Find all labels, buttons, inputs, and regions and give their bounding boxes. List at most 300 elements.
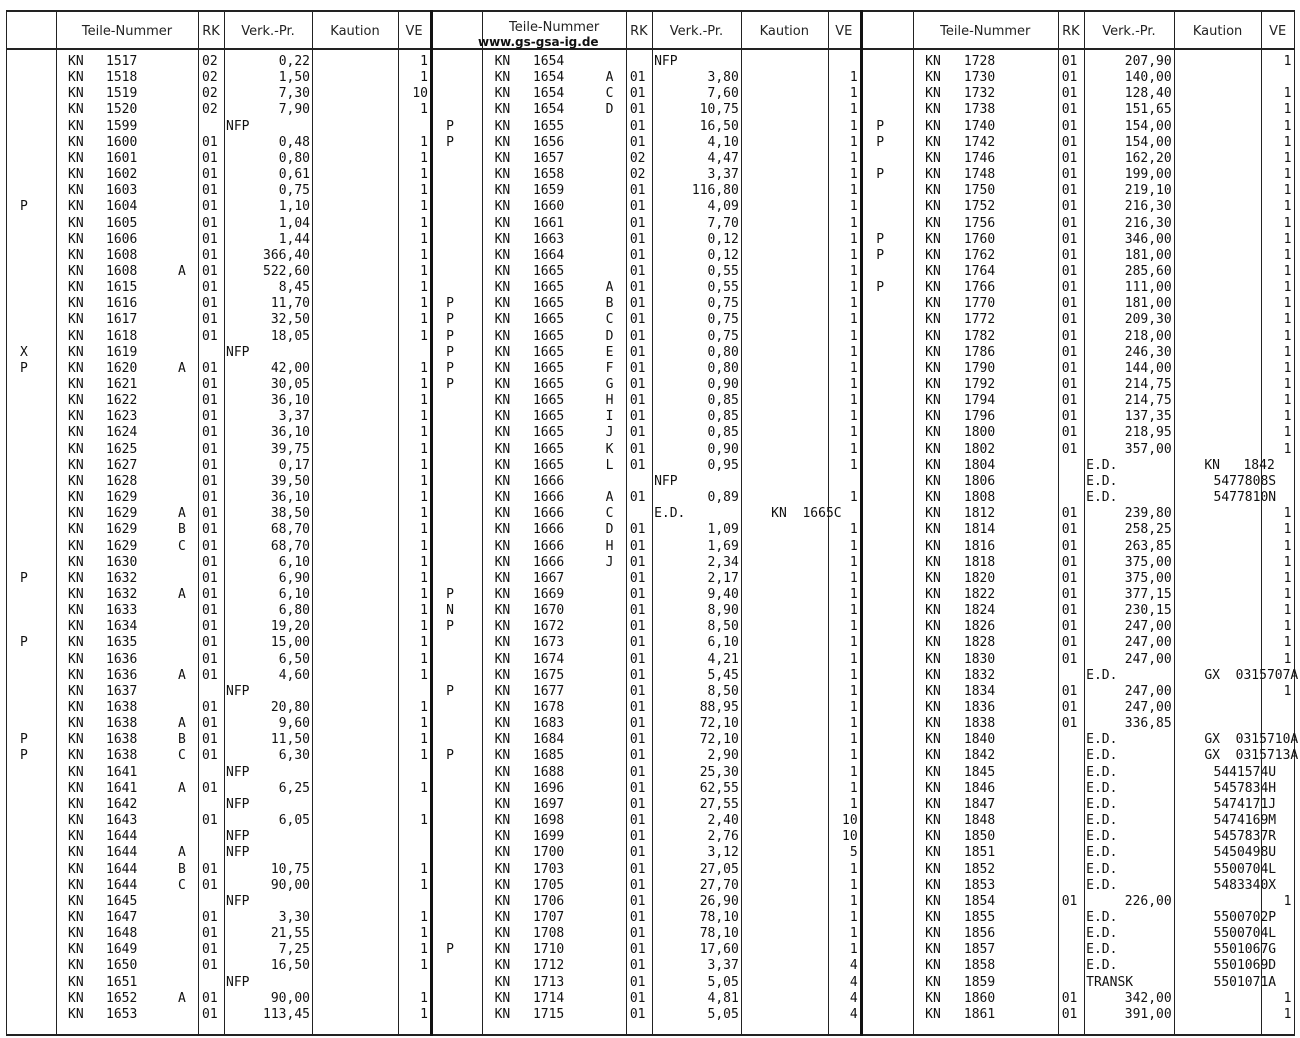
sale-price: 5,45 bbox=[707, 667, 739, 683]
ve-quantity: 1 bbox=[420, 280, 428, 296]
part-number: 1750 bbox=[963, 183, 996, 199]
part-number: 1796 bbox=[963, 409, 996, 425]
part-prefix: KN bbox=[68, 70, 84, 86]
replacement-ref: GX 0315713A bbox=[1204, 748, 1299, 764]
part-number: 1635 bbox=[106, 635, 138, 651]
sale-price: 346,00 bbox=[1124, 231, 1172, 247]
rk-code: 01 bbox=[202, 1006, 218, 1022]
part-suffix: A bbox=[178, 667, 186, 683]
part-prefix: KN bbox=[925, 732, 941, 748]
part-prefix: KN bbox=[925, 199, 941, 215]
sale-price: 7,90 bbox=[278, 102, 310, 118]
part-number: 1644 bbox=[106, 845, 138, 861]
part-prefix: KN bbox=[925, 167, 941, 183]
part-prefix: KN bbox=[68, 522, 84, 538]
part-prefix: KN bbox=[925, 958, 941, 974]
part-prefix: KN bbox=[925, 748, 941, 764]
replacement-ref: 5474169M bbox=[1213, 813, 1277, 829]
rk-code: 01 bbox=[1061, 893, 1078, 909]
ve-quantity: 1 bbox=[420, 54, 428, 69]
ve-quantity: 1 bbox=[420, 393, 428, 409]
rk-code: 01 bbox=[629, 312, 646, 328]
rk-code: 01 bbox=[629, 732, 646, 748]
part-prefix: KN bbox=[494, 344, 511, 360]
ve-quantity: 1 bbox=[420, 813, 428, 829]
sale-price: 62,55 bbox=[699, 780, 739, 796]
part-prefix: KN bbox=[925, 409, 941, 425]
part-prefix: KN bbox=[68, 893, 84, 909]
part-number: 1818 bbox=[963, 554, 996, 570]
ve-quantity: 4 bbox=[849, 1006, 858, 1022]
part-number: 1641 bbox=[106, 764, 138, 780]
ve-quantity: 1 bbox=[420, 215, 428, 231]
part-number: 1698 bbox=[532, 813, 565, 829]
ve-quantity: 10 bbox=[842, 813, 858, 829]
part-number: 1654 bbox=[532, 54, 565, 69]
rk-code: 01 bbox=[629, 247, 646, 263]
row-marker: P bbox=[876, 167, 885, 183]
part-prefix: KN bbox=[68, 328, 84, 344]
part-prefix: KN bbox=[925, 926, 941, 942]
sale-price: NFP bbox=[226, 974, 250, 990]
rk-code: 01 bbox=[202, 441, 218, 457]
ve-quantity: 1 bbox=[1283, 425, 1292, 441]
sale-price: E.D. bbox=[654, 506, 686, 522]
part-number: 1632 bbox=[106, 570, 138, 586]
part-number: 1654 bbox=[532, 70, 565, 86]
part-prefix: KN bbox=[925, 554, 941, 570]
part-number: 1688 bbox=[532, 764, 565, 780]
ve-quantity: 1 bbox=[420, 990, 428, 1006]
rk-code: 01 bbox=[202, 312, 218, 328]
ve-quantity: 1 bbox=[849, 231, 858, 247]
part-number: 1705 bbox=[532, 877, 565, 893]
part-suffix: A bbox=[605, 490, 614, 506]
sale-price: 366,40 bbox=[263, 247, 310, 263]
ve-quantity: 1 bbox=[849, 942, 858, 958]
rk-code: 01 bbox=[1061, 360, 1078, 376]
sale-price: 214,75 bbox=[1124, 377, 1172, 392]
part-prefix: KN bbox=[494, 263, 511, 279]
ve-quantity: 1 bbox=[1283, 377, 1292, 392]
part-number: 1742 bbox=[963, 134, 996, 150]
table-row bbox=[0, 70, 1300, 86]
part-number: 1808 bbox=[963, 490, 996, 506]
sale-price: 0,55 bbox=[707, 280, 739, 296]
rk-code: 01 bbox=[1061, 377, 1078, 392]
ve-quantity: 1 bbox=[420, 377, 428, 392]
table-rule bbox=[6, 1034, 1294, 1036]
sale-price: 8,50 bbox=[707, 683, 739, 699]
rk-code: 01 bbox=[1061, 328, 1078, 344]
part-number: 1665 bbox=[532, 377, 565, 392]
sale-price: 0,17 bbox=[278, 457, 310, 473]
part-prefix: KN bbox=[68, 764, 84, 780]
ve-quantity: 1 bbox=[849, 667, 858, 683]
sale-price: 72,10 bbox=[699, 732, 739, 748]
part-suffix: D bbox=[605, 328, 614, 344]
row-marker: P bbox=[20, 635, 28, 651]
part-number: 1804 bbox=[963, 457, 996, 473]
part-prefix: KN bbox=[494, 926, 511, 942]
sale-price: 36,10 bbox=[270, 490, 310, 506]
part-prefix: KN bbox=[68, 829, 84, 845]
part-prefix: KN bbox=[494, 603, 511, 619]
part-suffix: A bbox=[178, 990, 186, 1006]
part-prefix: KN bbox=[494, 813, 511, 829]
replacement-ref: KN 1842 bbox=[1204, 457, 1275, 473]
rk-code: 01 bbox=[629, 651, 646, 667]
rk-code: 01 bbox=[629, 441, 646, 457]
rk-code: 01 bbox=[202, 134, 218, 150]
ve-quantity: 1 bbox=[420, 328, 428, 344]
ve-quantity: 1 bbox=[1283, 199, 1292, 215]
sale-price: 1,50 bbox=[278, 70, 310, 86]
table-row bbox=[0, 296, 1300, 312]
part-number: 1665 bbox=[532, 312, 565, 328]
rk-code: 01 bbox=[629, 909, 646, 925]
table-row bbox=[0, 329, 1300, 345]
part-number: 1672 bbox=[532, 619, 565, 635]
sale-price: 7,25 bbox=[278, 942, 310, 958]
rk-code: 01 bbox=[629, 102, 646, 118]
ve-quantity: 1 bbox=[1283, 134, 1292, 150]
ve-quantity: 1 bbox=[849, 86, 858, 102]
part-prefix: KN bbox=[68, 490, 84, 506]
ve-quantity: 1 bbox=[1283, 280, 1292, 296]
part-suffix: J bbox=[605, 554, 614, 570]
table-row bbox=[0, 878, 1300, 894]
part-number: 1836 bbox=[963, 700, 996, 715]
part-number: 1820 bbox=[963, 570, 996, 586]
rk-code: 01 bbox=[629, 974, 646, 990]
part-number: 1800 bbox=[963, 425, 996, 441]
part-prefix: KN bbox=[925, 231, 941, 247]
rk-code: 01 bbox=[202, 183, 218, 199]
ve-quantity: 1 bbox=[1283, 506, 1292, 522]
ve-quantity: 1 bbox=[1283, 263, 1292, 279]
ve-quantity: 1 bbox=[1283, 150, 1292, 166]
rk-code: 01 bbox=[629, 926, 646, 942]
part-suffix: E bbox=[605, 344, 614, 360]
table-row bbox=[0, 248, 1300, 264]
rk-code: 01 bbox=[202, 603, 218, 619]
sale-price: 7,60 bbox=[707, 86, 739, 102]
part-prefix: KN bbox=[68, 118, 84, 134]
sale-price: 0,80 bbox=[278, 150, 310, 166]
rk-code: 01 bbox=[629, 328, 646, 344]
sale-price: 0,85 bbox=[707, 409, 739, 425]
part-number: 1666 bbox=[532, 473, 565, 489]
rk-code: 01 bbox=[629, 70, 646, 86]
part-prefix: KN bbox=[68, 926, 84, 942]
sale-price: 7,30 bbox=[278, 86, 310, 102]
part-number: 1746 bbox=[963, 150, 996, 166]
sale-price: 144,00 bbox=[1124, 360, 1172, 376]
part-prefix: KN bbox=[68, 199, 84, 215]
part-prefix: KN bbox=[925, 522, 941, 538]
part-prefix: KN bbox=[494, 522, 511, 538]
part-number: 1641 bbox=[106, 780, 138, 796]
rk-code: 01 bbox=[629, 263, 646, 279]
row-marker: P bbox=[446, 748, 454, 764]
table-row bbox=[0, 765, 1300, 781]
part-prefix: KN bbox=[494, 700, 511, 715]
part-prefix: KN bbox=[494, 909, 511, 925]
table-row bbox=[0, 232, 1300, 248]
sale-price: 6,10 bbox=[278, 586, 310, 602]
sale-price: 9,40 bbox=[707, 586, 739, 602]
sale-price: 39,50 bbox=[270, 473, 310, 489]
ve-quantity: 1 bbox=[420, 247, 428, 263]
row-marker: P bbox=[446, 344, 454, 360]
sale-price: 1,04 bbox=[278, 215, 310, 231]
sale-price: 27,70 bbox=[699, 877, 739, 893]
rk-code: 01 bbox=[1061, 134, 1078, 150]
replacement-ref: 5450498U bbox=[1213, 845, 1277, 861]
sale-price: 0,85 bbox=[707, 425, 739, 441]
part-prefix: KN bbox=[925, 86, 941, 102]
rk-code: 01 bbox=[1061, 441, 1078, 457]
website-url[interactable]: www.gs-gsa-ig.de bbox=[478, 35, 599, 49]
part-number: 1822 bbox=[963, 586, 996, 602]
ve-quantity: 1 bbox=[420, 716, 428, 732]
table-row bbox=[0, 845, 1300, 861]
part-number: 1658 bbox=[532, 167, 565, 183]
ve-quantity: 1 bbox=[849, 651, 858, 667]
sale-price: NFP bbox=[226, 683, 250, 699]
part-number: 1748 bbox=[963, 167, 996, 183]
part-number: 1666 bbox=[532, 490, 565, 506]
sale-price: 36,10 bbox=[270, 425, 310, 441]
part-number: 1834 bbox=[963, 683, 996, 699]
ve-quantity: 1 bbox=[1283, 683, 1292, 699]
replacement-ref: KN 1665C bbox=[771, 506, 842, 522]
part-number: 1699 bbox=[532, 829, 565, 845]
part-number: 1794 bbox=[963, 393, 996, 409]
rk-code: 01 bbox=[629, 780, 646, 796]
part-number: 1715 bbox=[532, 1006, 565, 1022]
part-number: 1714 bbox=[532, 990, 565, 1006]
sale-price: 218,00 bbox=[1124, 328, 1172, 344]
rk-code: 01 bbox=[629, 877, 646, 893]
ve-quantity: 10 bbox=[842, 829, 858, 845]
sale-price: NFP bbox=[654, 473, 678, 489]
table-row bbox=[0, 910, 1300, 926]
part-number: 1713 bbox=[532, 974, 565, 990]
table-row bbox=[0, 958, 1300, 974]
row-marker: P bbox=[876, 247, 885, 263]
sale-price: 0,75 bbox=[707, 328, 739, 344]
part-prefix: KN bbox=[925, 457, 941, 473]
part-number: 1648 bbox=[106, 926, 138, 942]
rk-code: 01 bbox=[629, 296, 646, 312]
part-prefix: KN bbox=[494, 748, 511, 764]
rk-code: 01 bbox=[629, 748, 646, 764]
part-number: 1703 bbox=[532, 861, 565, 877]
part-number: 1665 bbox=[532, 344, 565, 360]
ve-quantity: 1 bbox=[849, 134, 858, 150]
sale-price: 7,70 bbox=[707, 215, 739, 231]
part-number: 1848 bbox=[963, 813, 996, 829]
sale-price: 30,05 bbox=[270, 377, 310, 392]
part-prefix: KN bbox=[494, 54, 511, 69]
part-number: 1667 bbox=[532, 570, 565, 586]
sale-price: NFP bbox=[226, 764, 250, 780]
sale-price: 3,80 bbox=[707, 70, 739, 86]
sale-price: 263,85 bbox=[1124, 538, 1172, 554]
rk-code: 01 bbox=[629, 425, 646, 441]
sale-price: 6,25 bbox=[278, 780, 310, 796]
part-prefix: KN bbox=[68, 813, 84, 829]
part-number: 1852 bbox=[963, 861, 996, 877]
part-prefix: KN bbox=[925, 570, 941, 586]
part-number: 1696 bbox=[532, 780, 565, 796]
rk-code: 01 bbox=[1061, 409, 1078, 425]
sale-price: 6,10 bbox=[278, 554, 310, 570]
part-number: 1802 bbox=[963, 441, 996, 457]
row-marker: P bbox=[446, 296, 454, 312]
rk-code: 01 bbox=[202, 231, 218, 247]
ve-quantity: 1 bbox=[849, 796, 858, 812]
part-prefix: KN bbox=[68, 54, 84, 69]
part-prefix: KN bbox=[494, 199, 511, 215]
table-row bbox=[0, 199, 1300, 215]
sale-price: 218,95 bbox=[1124, 425, 1172, 441]
rk-code: 01 bbox=[1061, 506, 1078, 522]
part-number: 1665 bbox=[532, 328, 565, 344]
sale-price: E.D. bbox=[1086, 473, 1118, 489]
table-row bbox=[0, 748, 1300, 764]
rk-code: 01 bbox=[1061, 231, 1078, 247]
sale-price: 151,65 bbox=[1124, 102, 1172, 118]
sale-price: 6,10 bbox=[707, 635, 739, 651]
ve-quantity: 1 bbox=[420, 570, 428, 586]
part-prefix: KN bbox=[68, 506, 84, 522]
sale-price: NFP bbox=[226, 845, 250, 861]
ve-quantity: 1 bbox=[849, 296, 858, 312]
replacement-ref: 5477808S bbox=[1213, 473, 1277, 489]
part-prefix: KN bbox=[494, 441, 511, 457]
rk-code: 01 bbox=[629, 490, 646, 506]
part-number: 1665 bbox=[532, 441, 565, 457]
ve-quantity: 1 bbox=[420, 603, 428, 619]
rk-code: 01 bbox=[202, 732, 218, 748]
rk-code: 01 bbox=[629, 570, 646, 586]
ve-quantity: 1 bbox=[849, 716, 858, 732]
table-row bbox=[0, 894, 1300, 910]
part-number: 1649 bbox=[106, 942, 138, 958]
part-number: 1846 bbox=[963, 780, 996, 796]
rk-code: 01 bbox=[629, 716, 646, 732]
sale-price: 0,12 bbox=[707, 231, 739, 247]
sale-price: 216,30 bbox=[1124, 215, 1172, 231]
part-prefix: KN bbox=[68, 538, 84, 554]
rk-code: 02 bbox=[629, 167, 646, 183]
ve-quantity: 1 bbox=[849, 102, 858, 118]
part-prefix: KN bbox=[494, 764, 511, 780]
part-prefix: KN bbox=[68, 554, 84, 570]
ve-quantity: 1 bbox=[420, 732, 428, 748]
ve-quantity: 1 bbox=[1283, 183, 1292, 199]
table-row bbox=[0, 216, 1300, 232]
ve-quantity: 1 bbox=[849, 877, 858, 893]
rk-code: 01 bbox=[1061, 603, 1078, 619]
sale-price: 27,55 bbox=[699, 796, 739, 812]
part-number: 1638 bbox=[106, 732, 138, 748]
part-prefix: KN bbox=[494, 70, 511, 86]
sale-price: 21,55 bbox=[270, 926, 310, 942]
ve-quantity: 1 bbox=[420, 909, 428, 925]
sale-price: 0,75 bbox=[278, 183, 310, 199]
part-number: 1706 bbox=[532, 893, 565, 909]
replacement-ref: 5457837R bbox=[1213, 829, 1277, 845]
part-number: 1856 bbox=[963, 926, 996, 942]
sale-price: E.D. bbox=[1086, 732, 1118, 748]
replacement-ref: 5500704L bbox=[1213, 926, 1277, 942]
part-suffix: G bbox=[605, 377, 614, 392]
part-prefix: KN bbox=[68, 134, 84, 150]
rk-code: 01 bbox=[1061, 700, 1078, 715]
rk-code: 01 bbox=[1061, 570, 1078, 586]
sale-price: 25,30 bbox=[699, 764, 739, 780]
sale-price: 78,10 bbox=[699, 926, 739, 942]
part-prefix: KN bbox=[925, 344, 941, 360]
table-row bbox=[0, 652, 1300, 668]
rk-code: 01 bbox=[1061, 54, 1078, 69]
part-number: 1684 bbox=[532, 732, 565, 748]
row-marker: P bbox=[876, 231, 885, 247]
ve-quantity: 1 bbox=[849, 909, 858, 925]
part-prefix: KN bbox=[925, 441, 941, 457]
ve-quantity: 1 bbox=[849, 570, 858, 586]
part-number: 1624 bbox=[106, 425, 138, 441]
part-number: 1728 bbox=[963, 54, 996, 69]
row-marker: P bbox=[876, 118, 885, 134]
table-row bbox=[0, 490, 1300, 506]
part-number: 1606 bbox=[106, 231, 138, 247]
part-number: 1842 bbox=[963, 748, 996, 764]
part-number: 1666 bbox=[532, 522, 565, 538]
part-prefix: KN bbox=[68, 635, 84, 651]
sale-price: E.D. bbox=[1086, 490, 1118, 506]
sale-price: 32,50 bbox=[270, 312, 310, 328]
part-prefix: KN bbox=[494, 619, 511, 635]
ve-quantity: 1 bbox=[420, 586, 428, 602]
sale-price: 4,21 bbox=[707, 651, 739, 667]
sale-price: 375,00 bbox=[1124, 554, 1172, 570]
part-number: 1608 bbox=[106, 247, 138, 263]
row-marker: P bbox=[446, 328, 454, 344]
table-row bbox=[0, 668, 1300, 684]
part-prefix: KN bbox=[68, 877, 84, 893]
part-number: 1665 bbox=[532, 263, 565, 279]
sale-price: E.D. bbox=[1086, 845, 1118, 861]
sale-price: 2,40 bbox=[707, 813, 739, 829]
rk-code: 01 bbox=[202, 328, 218, 344]
rk-code: 02 bbox=[202, 86, 218, 102]
sale-price: 1,10 bbox=[278, 199, 310, 215]
part-number: 1659 bbox=[532, 183, 565, 199]
part-prefix: KN bbox=[925, 538, 941, 554]
ve-quantity: 1 bbox=[1283, 312, 1292, 328]
row-marker: P bbox=[446, 619, 454, 635]
part-prefix: KN bbox=[68, 958, 84, 974]
part-prefix: KN bbox=[68, 167, 84, 183]
sale-price: 4,09 bbox=[707, 199, 739, 215]
part-number: 1853 bbox=[963, 877, 996, 893]
part-prefix: KN bbox=[925, 764, 941, 780]
